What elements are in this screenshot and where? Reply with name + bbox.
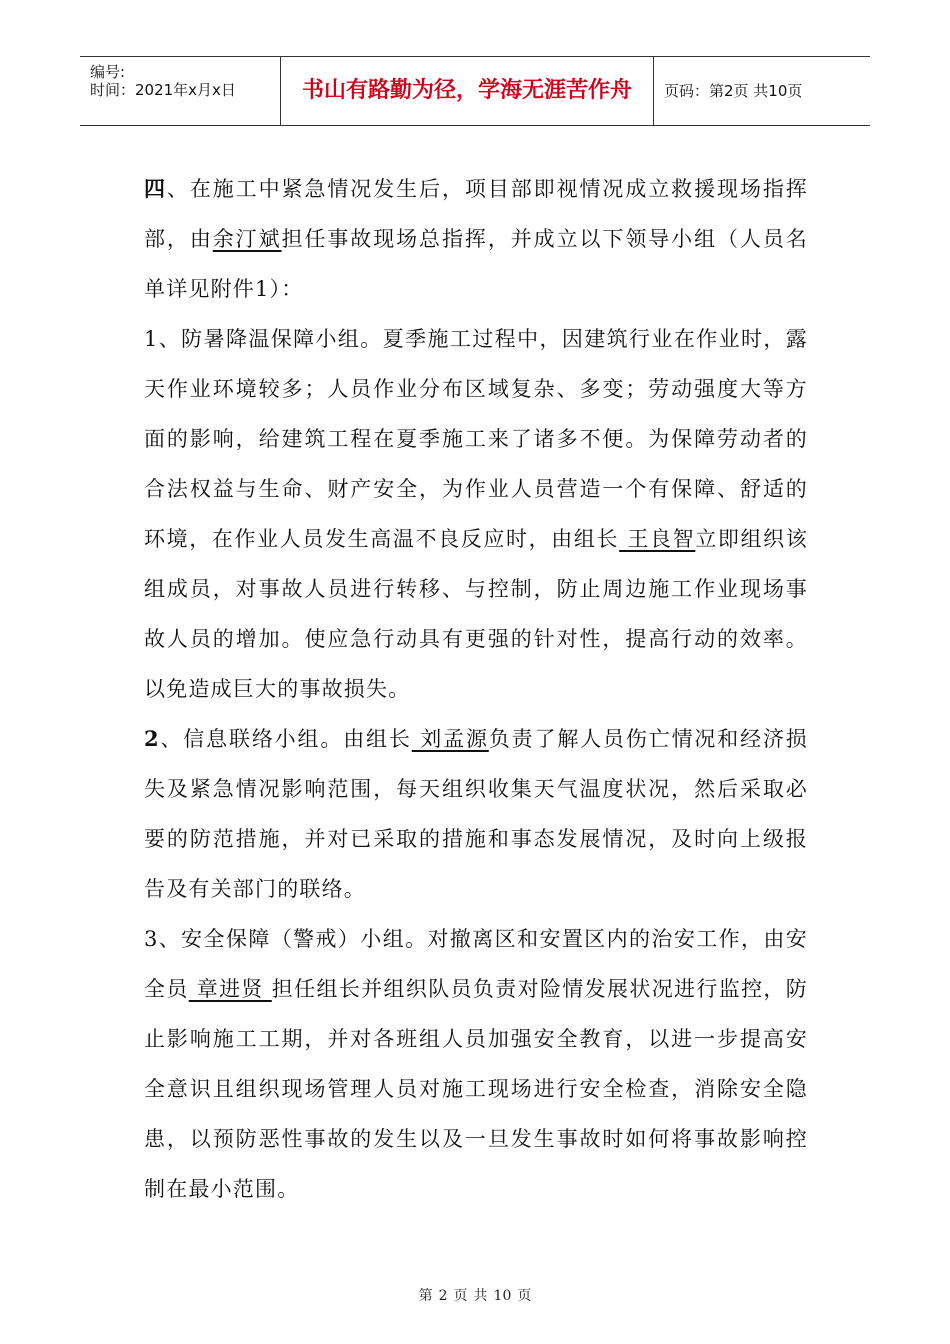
leader-name: 章进贤 (188, 977, 272, 1001)
footer-ye: 页 (517, 1288, 532, 1304)
footer-di: 第 (418, 1288, 433, 1304)
header-motto: 书山有路勤为径，学海无涯苦作舟 (301, 78, 632, 103)
commander-name: 余汀斌 (212, 227, 282, 251)
paragraph-text: 、在施工中紧急情况发生后，项目部即视情况成立救援现场指挥部，由 (144, 177, 808, 251)
header-page-number: 页码：第2页 共10页 (664, 82, 803, 100)
paragraph-liaison-group (144, 714, 808, 914)
leader-name: 刘孟源 (411, 727, 489, 751)
document-body (144, 164, 808, 1214)
paragraph-command-center (144, 164, 808, 314)
paragraph-heat-prevention-group (144, 314, 808, 714)
paragraph-text: 担任组长并组织队员负责对险情发展状况进行监控，防止影响施工工期，并对各班组人员加强安全教育，以进一步提高安全意识且组织现场管理人员对施工现场进行安全检查，消除安全隐患，以预防恶性事故的发生以及一旦发生事故时如何将事故影响控制在最小范围。 (144, 977, 808, 1201)
paragraph-security-group (144, 914, 808, 1214)
header-page-cell (654, 57, 870, 125)
paragraph-text: 3、安全保障（警戒）小组。对撤离区和安置区内的治安工作，由安全员 (144, 927, 808, 1001)
header-meta-cell (80, 57, 280, 125)
header-motto-cell (280, 57, 654, 125)
paragraph-text: 1、防暑降温保障小组。夏季施工过程中，因建筑行业在作业时，露天作业环境较多；人员作业分布区域复杂、多变；劳动强度大等方面的影响，给建筑工程在夏季施工来了诸多不便。为保障劳动者的合法权益与生命、财产安全，为作业人员营造一个有保障、舒适的环境，在作业人员发生高温不良反应时，由组长 (144, 327, 808, 551)
page-footer (0, 1287, 950, 1305)
footer-ye: 页 (453, 1288, 468, 1304)
footer-total-pages: 10 (493, 1288, 512, 1304)
footer-page-number: 2 (438, 1288, 448, 1304)
paragraph-text: 负责了解人员伤亡情况和经济损失及紧急情况影响范围，每天组织收集天气温度状况，然后采取必要的防范措施，并对已采取的措施和事态发展情况，及时向上级报告及有关部门的联络。 (144, 727, 808, 901)
leader-name: 王良智 (619, 527, 696, 551)
paragraph-text: 担任事故现场总指挥，并成立以下领导小组（人员名单详见附件1）： (144, 227, 808, 301)
footer-gong: 共 (473, 1288, 488, 1304)
document-date-label: 时间：2021年x月x日 (90, 81, 236, 99)
paragraph-lead: 2 (144, 726, 160, 751)
paragraph-text: 立即组织该组成员，对事故人员进行转移、与控制，防止周边施工作业现场事故人员的增加。使应急行动具有更强的针对性，提高行动的效率。以免造成巨大的事故损失。 (144, 527, 809, 701)
document-number-label: 编号: (90, 63, 126, 81)
paragraph-lead: 四 (144, 176, 167, 201)
page-header (80, 56, 870, 126)
paragraph-text: 、信息联络小组。由组长 (159, 727, 412, 751)
